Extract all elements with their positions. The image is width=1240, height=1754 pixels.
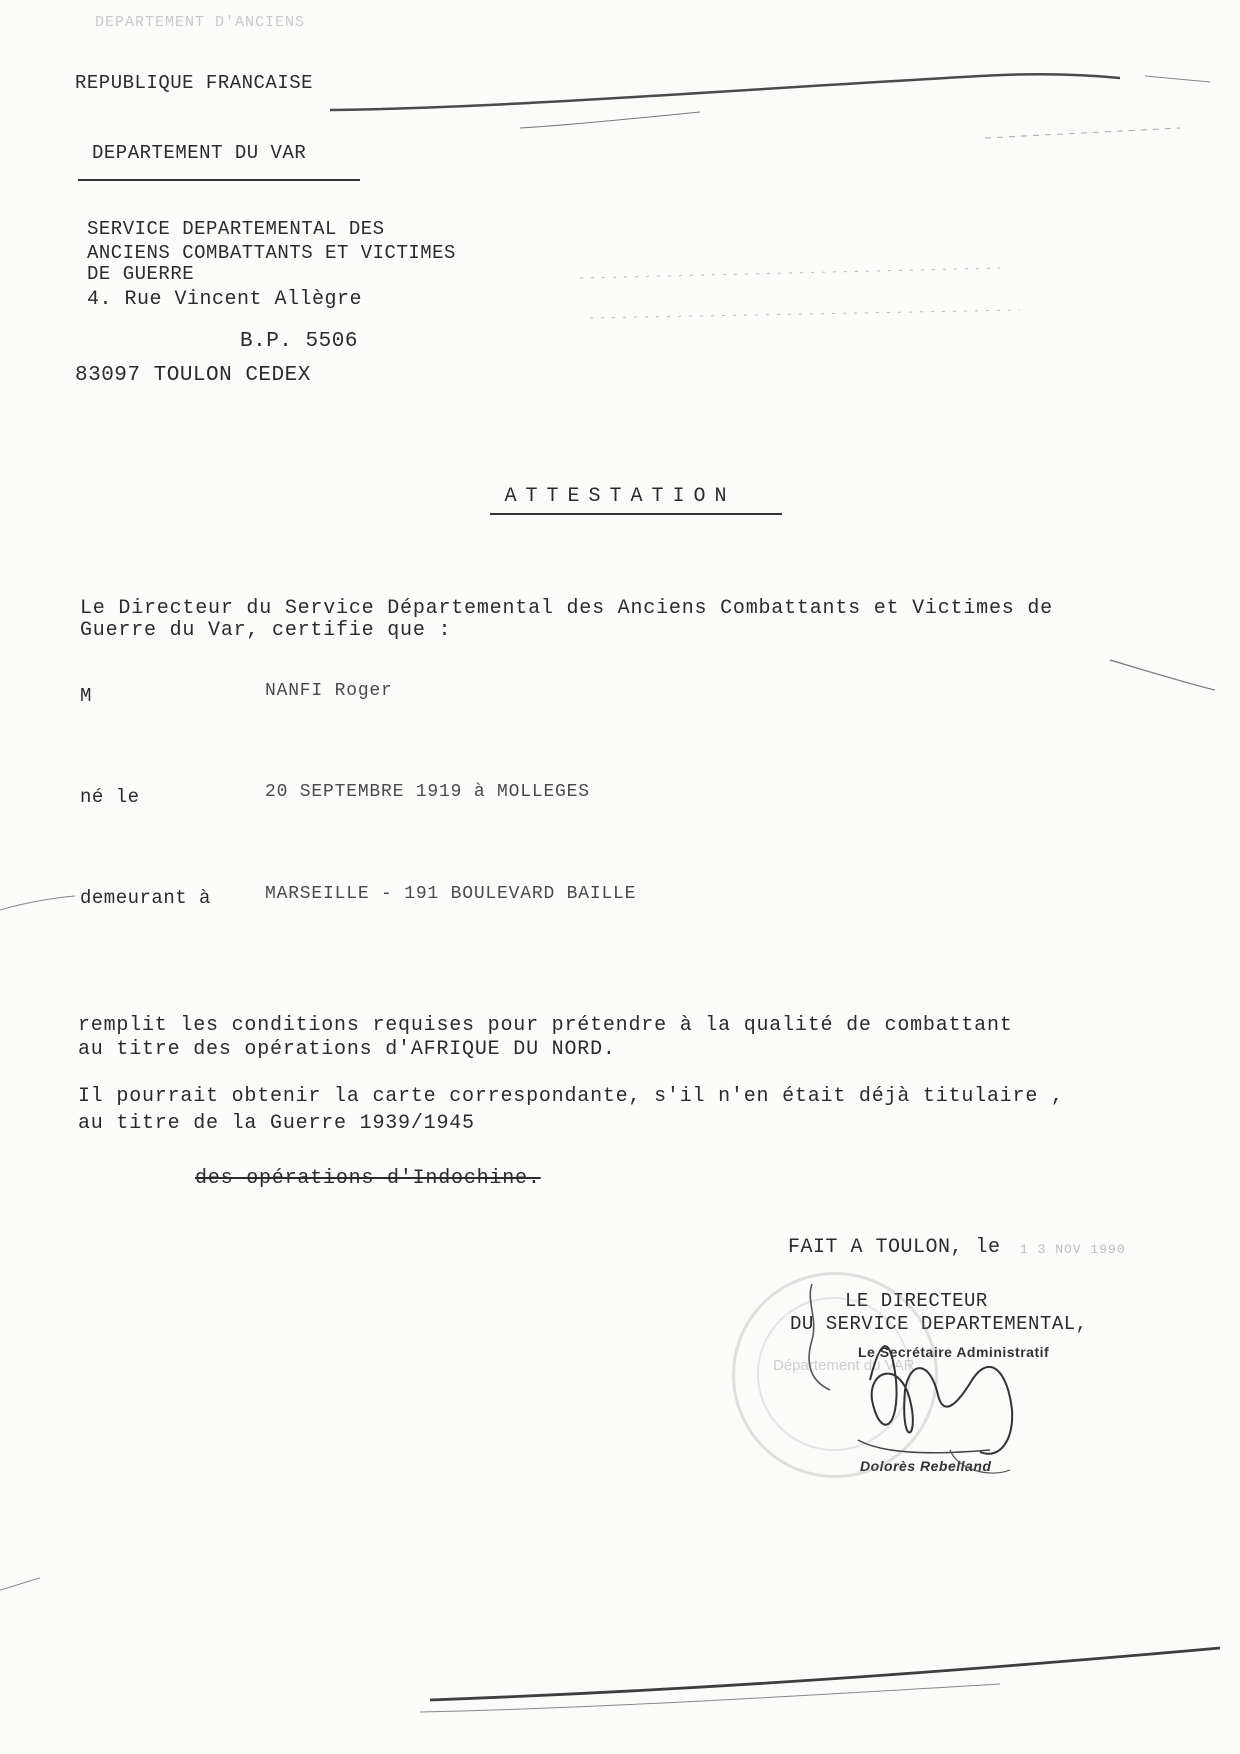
signatory-title-1: LE DIRECTEUR	[845, 1290, 988, 1312]
field-value-birth: 20 SEPTEMBRE 1919 à MOLLEGES	[265, 782, 590, 802]
signatory-name: Dolorès Rebelland	[860, 1458, 992, 1474]
service-postal: 83097 TOULON CEDEX	[75, 364, 311, 387]
field-value-residence: MARSEILLE - 191 BOULEVARD BAILLE	[265, 884, 637, 904]
intro-line-1: Le Directeur du Service Départemental des Anciens Combattants et Victimes de	[80, 597, 1053, 620]
service-line-3: DE GUERRE	[87, 263, 195, 285]
field-label-birth: né le	[80, 786, 140, 808]
department-name: DEPARTEMENT DU VAR	[92, 142, 307, 164]
secretary-title: Le Secrétaire Administratif	[858, 1344, 1050, 1360]
service-bp: B.P. 5506	[240, 330, 358, 353]
service-line-1: SERVICE DEPARTEMENTAL DES	[87, 218, 385, 240]
service-line-2: ANCIENS COMBATTANTS ET VICTIMES	[87, 242, 456, 264]
service-address: 4. Rue Vincent Allègre	[87, 288, 363, 311]
official-stamp-text: Département du VAR	[773, 1357, 915, 1374]
conditions-line-1: remplit les conditions requises pour prétendre à la qualité de combattant	[78, 1014, 1013, 1037]
field-value-name: NANFI Roger	[265, 681, 393, 701]
card-line-2: au titre de la Guerre 1939/1945	[78, 1112, 475, 1135]
field-label-civility: M	[80, 685, 92, 707]
field-label-residence: demeurant à	[80, 887, 211, 909]
document-title: ATTESTATION	[504, 485, 736, 508]
conditions-line-2: au titre des opérations d'AFRIQUE DU NORD.	[78, 1038, 616, 1061]
card-line-1: Il pourrait obtenir la carte correspondante, s'il n'en était déjà titulaire ,	[78, 1085, 1064, 1108]
faint-top-header: DEPARTEMENT D'ANCIENS	[95, 14, 306, 31]
struck-indochina-line: des opérations d'Indochine.	[195, 1167, 541, 1190]
signature-date-stamp: 1 3 NOV 1990	[1020, 1242, 1126, 1257]
signature-place: FAIT A TOULON, le	[788, 1236, 1001, 1259]
signatory-title-2: DU SERVICE DEPARTEMENTAL,	[790, 1313, 1088, 1335]
republic-name: REPUBLIQUE FRANCAISE	[75, 72, 314, 94]
intro-line-2: Guerre du Var, certifie que :	[80, 619, 452, 642]
